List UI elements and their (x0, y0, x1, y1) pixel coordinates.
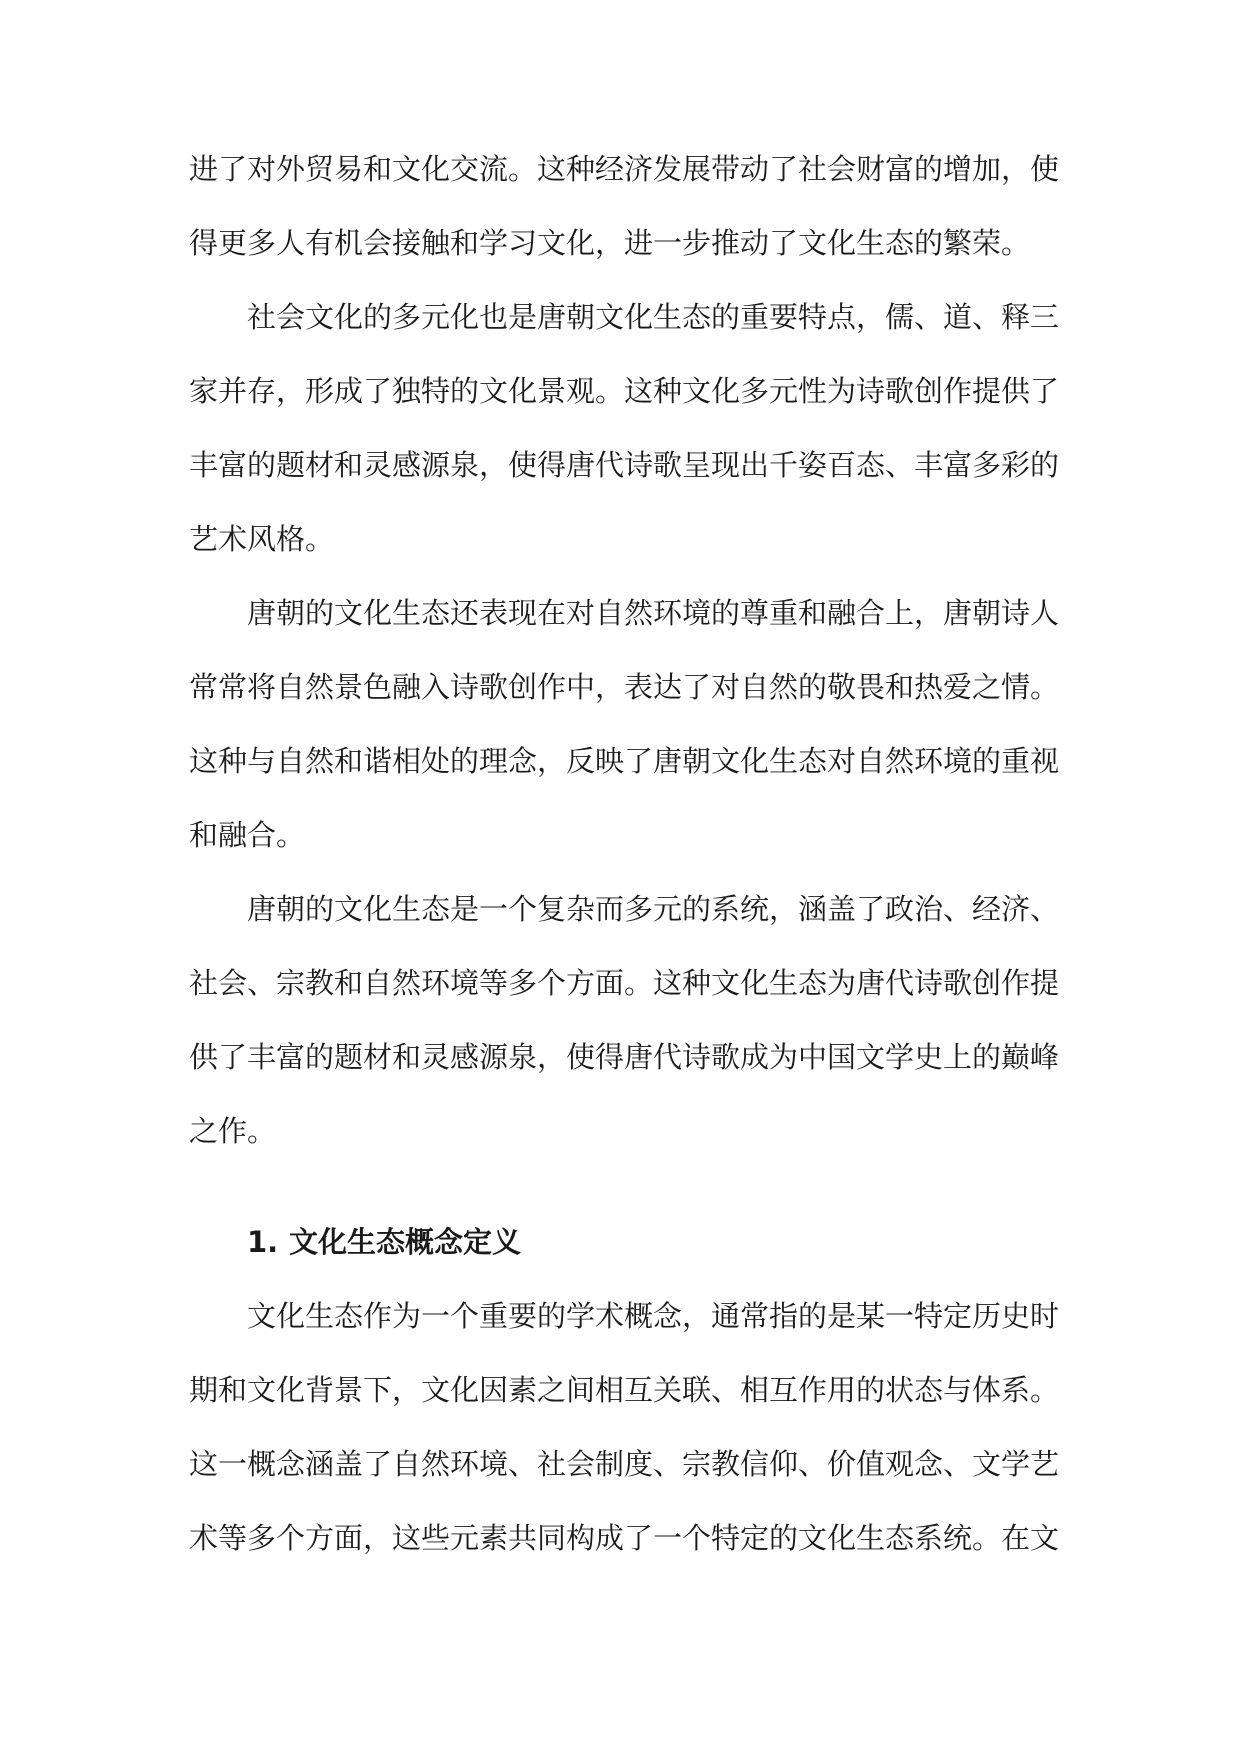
section-title: 文化生态概念定义 (289, 1225, 522, 1259)
paragraph-nature-harmony: 唐朝的文化生态还表现在对自然环境的尊重和融合上，唐朝诗人常常将自然景色融入诗歌创作中，表达了对自然的敬畏和热爱之情。这种与自然和谐相处的理念，反映了唐朝文化生态对自然环境的重视和融合。 (189, 596, 1060, 852)
section-heading (189, 1205, 1059, 1279)
paragraph-definition: 文化生态作为一个重要的学术概念，通常指的是某一特定历史时期和文化背景下，文化因素之间相互关联、相互作用的状态与体系。这一概念涵盖了自然环境、社会制度、宗教信仰、价值观念、文学艺术等多个方面，这些元素共同构成了一个特定的文化生态系统。在文 (189, 1299, 1060, 1555)
paragraph-cultural-diversity: 社会文化的多元化也是唐朝文化生态的重要特点，儒、道、释三家并存，形成了独特的文化景观。这种文化多元性为诗歌创作提供了丰富的题材和灵感源泉，使得唐代诗歌呈现出千姿百态、丰富多彩的艺术风格。 (189, 300, 1060, 556)
paragraph-continuation: 进了对外贸易和文化交流。这种经济发展带动了社会财富的增加，使得更多人有机会接触和学习文化，进一步推动了文化生态的繁荣。 (189, 152, 1060, 260)
paragraph-cultural-system: 唐朝的文化生态是一个复杂而多元的系统，涵盖了政治、经济、社会、宗教和自然环境等多个方面。这种文化生态为唐代诗歌创作提供了丰富的题材和灵感源泉，使得唐代诗歌成为中国文学史上的巅峰之作。 (189, 892, 1060, 1148)
document-body (189, 132, 1059, 1575)
section-number: 1. (247, 1225, 279, 1259)
